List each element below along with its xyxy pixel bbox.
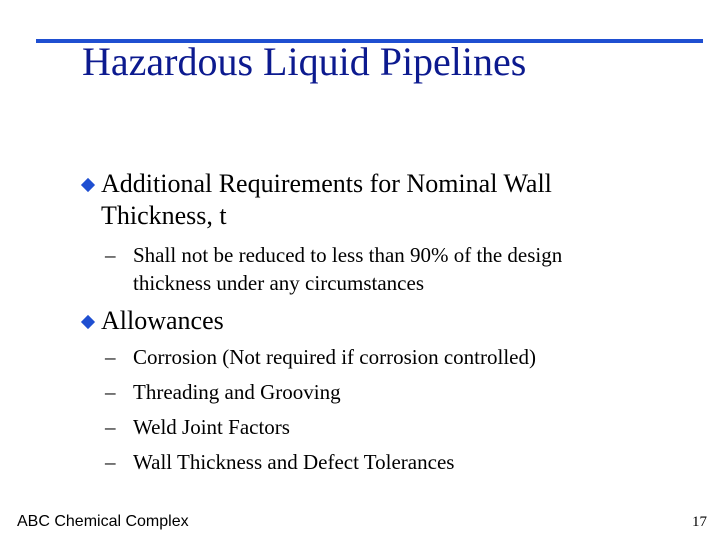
dash-bullet-icon: –	[105, 380, 116, 404]
bullet-1-subitem-1-line-1: Shall not be reduced to less than 90% of the design	[133, 243, 563, 267]
diamond-bullet-icon	[81, 315, 95, 329]
dash-bullet-icon: –	[105, 450, 116, 474]
bullet-2-subitem-1: Corrosion (Not required if corrosion controlled)	[133, 345, 536, 369]
bullet-1-subitem-1-line-2: thickness under any circumstances	[133, 271, 424, 295]
bullet-2-subitem-3: Weld Joint Factors	[133, 415, 290, 439]
dash-bullet-icon: –	[105, 345, 116, 369]
dash-bullet-icon: –	[105, 415, 116, 439]
slide-title: Hazardous Liquid Pipelines	[82, 39, 527, 84]
footer-text: ABC Chemical Complex	[17, 513, 189, 530]
diamond-bullet-icon	[81, 178, 95, 192]
dash-bullet-icon: –	[105, 243, 116, 267]
bullet-2-subitem-2: Threading and Grooving	[133, 380, 341, 404]
bullet-1-line-2: Thickness, t	[101, 201, 227, 230]
bullet-2-text: Allowances	[101, 306, 224, 335]
bullet-2-subitem-4: Wall Thickness and Defect Tolerances	[133, 450, 455, 474]
page-number: 17	[692, 514, 707, 530]
bullet-1-line-1: Additional Requirements for Nominal Wall	[101, 169, 552, 198]
